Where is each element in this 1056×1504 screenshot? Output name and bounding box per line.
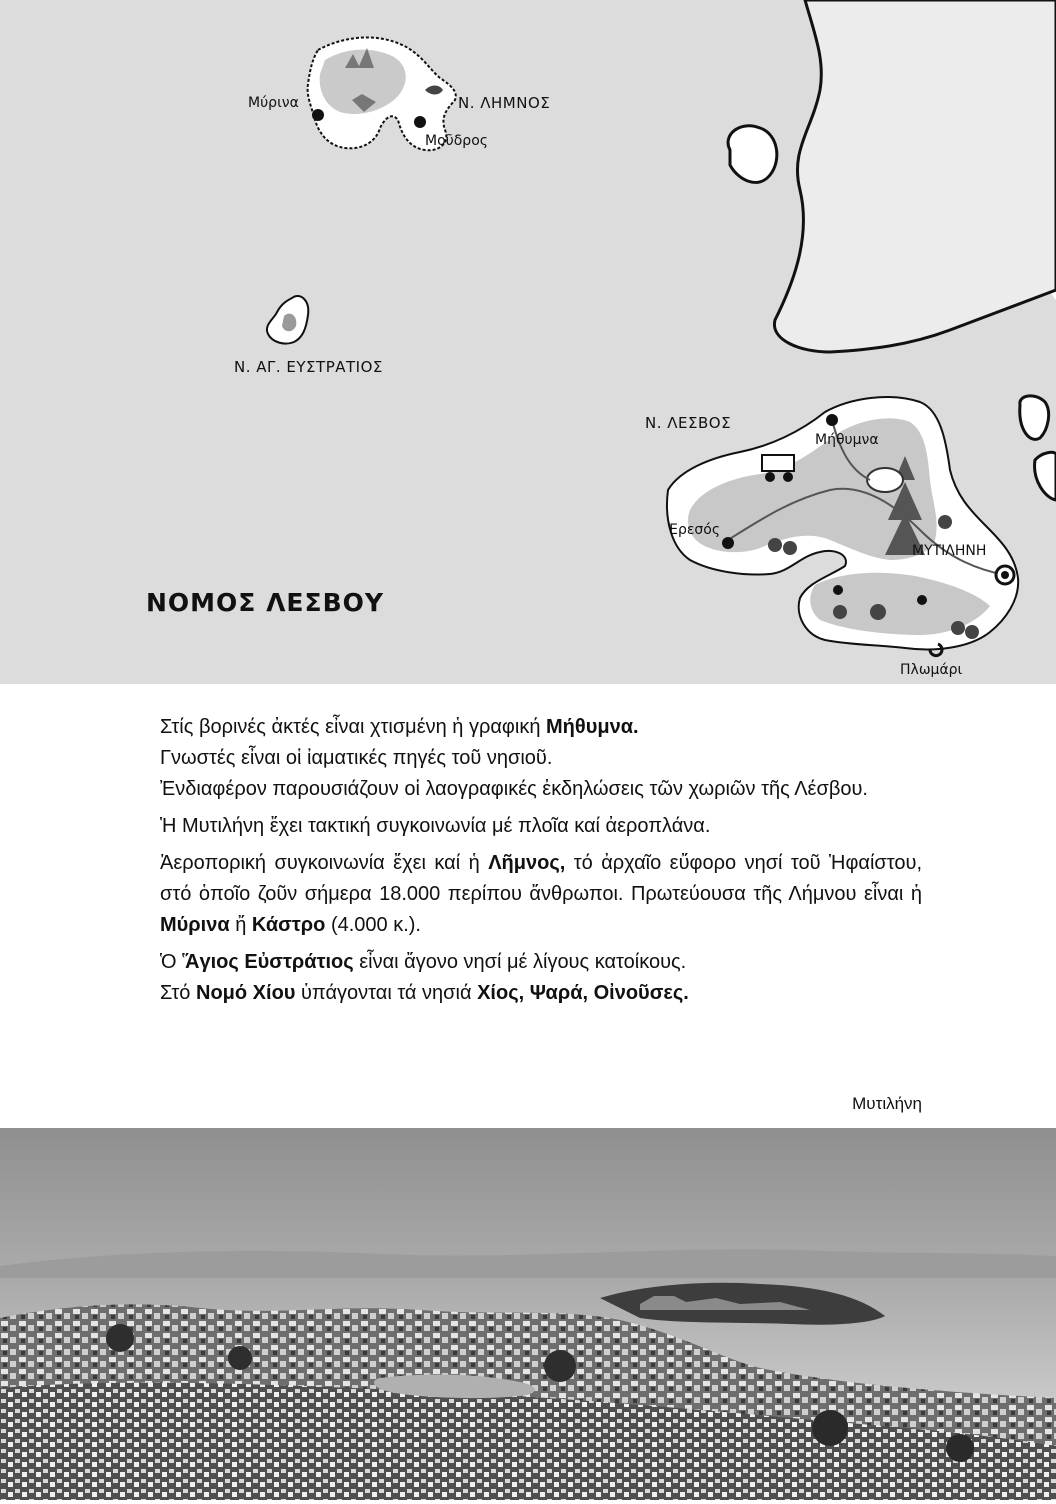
- p6-a: Ὁ: [160, 951, 183, 973]
- label-myrina: Μύρινα: [248, 95, 299, 111]
- paragraph-3: Ἐνδιαφέρον παρουσιάζουν οἱ λαογραφικές ἐκδηλώσεις τῶν χωριῶν τῆς Λέσβου.: [160, 778, 868, 800]
- p7-islands: Χίος, Ψαρά, Οἰνοῦσες.: [477, 982, 689, 1004]
- label-eresos: Ἐρεσός: [668, 522, 721, 538]
- paragraph-4: Ἡ Μυτιλήνη ἔχει τακτική συγκοινωνία μέ πλοῖα καί ἀεροπλάνα.: [160, 815, 711, 837]
- myrina-dot: [312, 109, 324, 121]
- paragraph-2: Γνωστές εἶναι οἱ ἰαματικές πηγές τοῦ νησιοῦ.: [160, 747, 553, 769]
- mithymna-dot: [826, 414, 838, 426]
- label-mytilini: ΜΥΤΙΛΗΝΗ: [912, 543, 987, 559]
- p6-agios-efstratios: Ἅγιος Εὐστράτιος: [182, 951, 354, 973]
- body-text: [160, 712, 922, 1009]
- label-plomari: Πλωμάρι: [900, 662, 963, 678]
- paragraph-1: [160, 712, 922, 743]
- city-photo: [0, 1128, 1056, 1500]
- photo-caption: Μυτιλήνη: [852, 1094, 922, 1113]
- p1-bold: Μήθυμνα.: [546, 716, 639, 738]
- p5-c: τό ἀρχαῖο εὔφορο νησί τοῦ Ἡφαίστου, στό ὁποῖο ζοῦν σήμερα 18.000 περίπου ἄνθρωποι. Πρωτεύουσα τῆς Λήμνου εἶναι ἡ: [160, 852, 922, 905]
- paragraph-5: [160, 848, 922, 941]
- p7-c: ὑπάγονται τά νησιά: [295, 982, 478, 1004]
- p6-c: εἶναι ἄγονο νησί μέ λίγους κατοίκους.: [353, 951, 687, 973]
- label-mithymna: Μήθυμνα: [815, 432, 879, 448]
- paragraph-6: [160, 947, 922, 978]
- paragraph-7: [160, 978, 922, 1009]
- p5-e: ἤ: [229, 914, 252, 936]
- label-agios-efstratios: Ν. ΑΓ. ΕΥΣΤΡΑΤΙΟΣ: [234, 358, 383, 376]
- islet: [728, 126, 777, 183]
- prefecture-map: [0, 0, 1056, 684]
- p5-a: Ἀεροπορική συγκοινωνία ἔχει καί ἡ: [160, 852, 489, 874]
- p5-lemnos: Λῆμνος,: [488, 852, 566, 874]
- p7-a: Στό: [160, 982, 196, 1004]
- label-lemnos: Ν. ΛΗΜΝΟΣ: [458, 94, 551, 112]
- p1-text: Στίς βορινές ἀκτές εἶναι χτισμένη ἡ γραφική: [160, 716, 547, 738]
- p5-g: (4.000 κ.).: [325, 914, 421, 936]
- moudros-dot: [414, 116, 426, 128]
- prefecture-title: ΝΟΜΟΣ ΛΕΣΒΟΥ: [146, 588, 385, 617]
- p5-myrina: Μύρινα: [160, 914, 230, 936]
- photo-drawing: [0, 1128, 1056, 1500]
- p7-chios-prefecture: Νομό Χίου: [196, 982, 296, 1004]
- eresos-dot: [722, 537, 734, 549]
- label-moudros: Μοῦδρος: [425, 133, 488, 149]
- label-lesvos: Ν. ΛΕΣΒΟΣ: [645, 414, 732, 432]
- p5-kastro: Κάστρο: [251, 914, 326, 936]
- agios-efstratios-island: [267, 296, 308, 344]
